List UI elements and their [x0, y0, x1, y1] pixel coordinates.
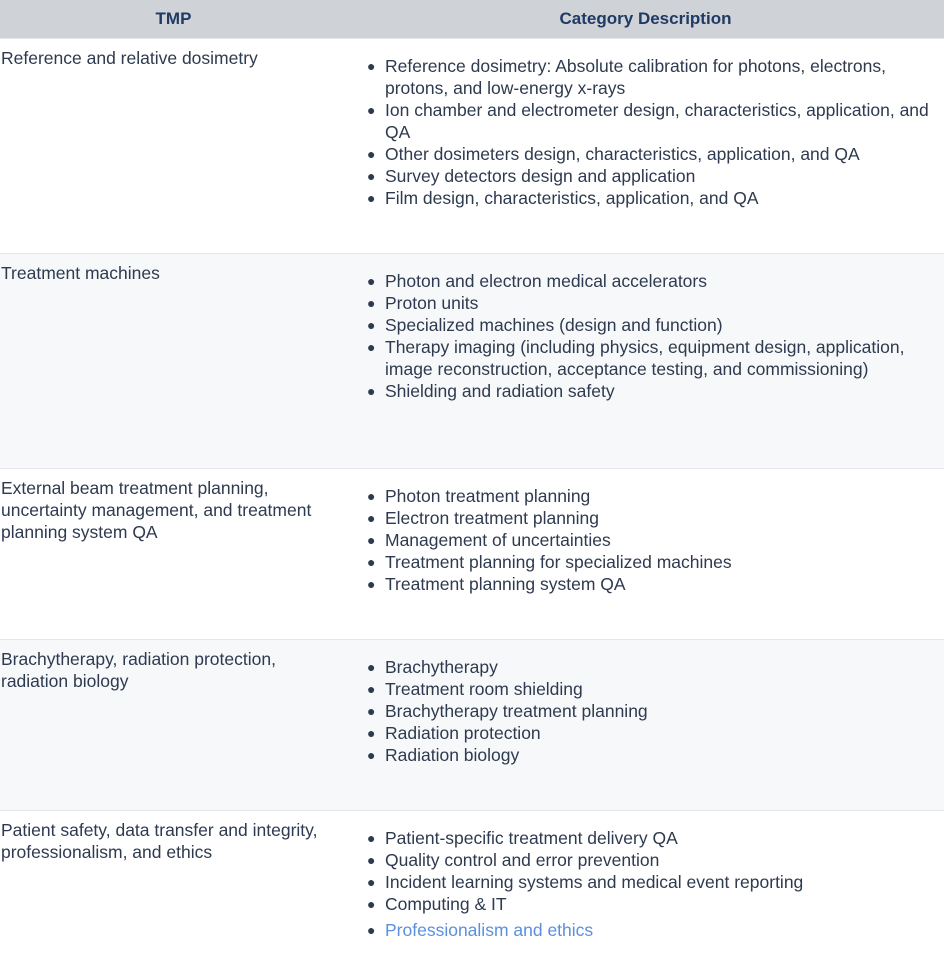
- description-list: [347, 55, 934, 209]
- list-item-text: Management of uncertainties: [385, 530, 611, 550]
- tmp-cell: Brachytherapy, radiation protection, radiation biology: [0, 640, 347, 811]
- bullet-icon: ●: [367, 573, 375, 595]
- table-row: [0, 39, 944, 254]
- list-item: [385, 507, 934, 529]
- description-cell: [347, 640, 944, 811]
- list-item-text: Shielding and radiation safety: [385, 381, 615, 401]
- list-item: [385, 551, 934, 573]
- bullet-icon: ●: [367, 744, 375, 766]
- list-item-text: Brachytherapy treatment planning: [385, 701, 648, 721]
- list-item-text: Quality control and error prevention: [385, 850, 659, 870]
- list-item-text: Treatment planning for specialized machines: [385, 552, 732, 572]
- list-item-text: Incident learning systems and medical event reporting: [385, 872, 803, 892]
- bullet-icon: ●: [367, 827, 375, 849]
- list-item: [385, 893, 934, 915]
- list-item: [385, 55, 934, 99]
- bullet-icon: ●: [367, 849, 375, 871]
- tmp-cell: Patient safety, data transfer and integrity, professionalism, and ethics: [0, 811, 347, 975]
- list-item-text: Photon treatment planning: [385, 486, 590, 506]
- description-list: [347, 485, 934, 595]
- list-item-text: Electron treatment planning: [385, 508, 599, 528]
- list-item: [385, 529, 934, 551]
- list-item: [385, 336, 934, 380]
- bullet-icon: ●: [367, 722, 375, 744]
- table-row: [0, 254, 944, 469]
- list-item: [385, 827, 934, 849]
- bullet-icon: ●: [367, 187, 375, 209]
- table-row: [0, 811, 944, 975]
- list-item-text: Specialized machines (design and function): [385, 315, 723, 335]
- list-item: [385, 165, 934, 187]
- list-item: [385, 292, 934, 314]
- bullet-icon: ●: [367, 292, 375, 314]
- bullet-icon: ●: [367, 143, 375, 165]
- list-item-text: Radiation biology: [385, 745, 519, 765]
- bullet-icon: ●: [367, 551, 375, 573]
- list-item: [385, 314, 934, 336]
- tmp-cell: Reference and relative dosimetry: [0, 39, 347, 254]
- list-item: [385, 678, 934, 700]
- bullet-icon: ●: [367, 871, 375, 893]
- bullet-icon: ●: [367, 656, 375, 678]
- list-item-text: Brachytherapy: [385, 657, 498, 677]
- description-cell: [347, 254, 944, 469]
- list-item: [385, 187, 934, 209]
- description-list: [347, 270, 934, 402]
- list-item-text: Therapy imaging (including physics, equipment design, application, image reconstruction, acceptance testing, and commissioning): [385, 337, 904, 379]
- bullet-icon: ●: [367, 919, 375, 941]
- bullet-icon: ●: [367, 893, 375, 915]
- bullet-icon: ●: [367, 270, 375, 292]
- list-item: [385, 722, 934, 744]
- list-item-text: Treatment planning system QA: [385, 574, 626, 594]
- bullet-icon: ●: [367, 529, 375, 551]
- table-row: [0, 469, 944, 640]
- bullet-icon: ●: [367, 507, 375, 529]
- list-item-text: Treatment room shielding: [385, 679, 583, 699]
- bullet-icon: ●: [367, 314, 375, 336]
- description-list: [347, 656, 934, 766]
- list-item-text: Film design, characteristics, application, and QA: [385, 188, 759, 208]
- list-item-text: Computing & IT: [385, 894, 507, 914]
- table-row: [0, 640, 944, 811]
- list-item-text: Survey detectors design and application: [385, 166, 695, 186]
- table-header: [0, 0, 944, 39]
- column-header-tmp[interactable]: TMP: [0, 0, 347, 39]
- list-item: [385, 919, 934, 941]
- list-item-text: Ion chamber and electrometer design, characteristics, application, and QA: [385, 100, 929, 142]
- bullet-icon: ●: [367, 336, 375, 358]
- list-item-text: Patient-specific treatment delivery QA: [385, 828, 678, 848]
- description-cell: [347, 811, 944, 975]
- list-item-text: Reference dosimetry: Absolute calibration for photons, electrons, protons, and low-energy x-rays: [385, 56, 886, 98]
- list-item: [385, 573, 934, 595]
- list-item: [385, 871, 934, 893]
- bullet-icon: ●: [367, 165, 375, 187]
- description-list: [347, 827, 934, 941]
- bullet-icon: ●: [367, 380, 375, 402]
- list-item: [385, 700, 934, 722]
- list-item-text: Proton units: [385, 293, 478, 313]
- list-item-text: Radiation protection: [385, 723, 541, 743]
- list-item: [385, 485, 934, 507]
- list-item-text: Other dosimeters design, characteristics, application, and QA: [385, 144, 860, 164]
- tmp-cell: Treatment machines: [0, 254, 347, 469]
- column-header-category-description[interactable]: Category Description: [347, 0, 944, 39]
- bullet-icon: ●: [367, 55, 375, 77]
- bullet-icon: ●: [367, 678, 375, 700]
- list-item: [385, 849, 934, 871]
- list-item: [385, 744, 934, 766]
- list-item: [385, 380, 934, 402]
- list-item-text: Photon and electron medical accelerators: [385, 271, 707, 291]
- list-item: [385, 656, 934, 678]
- list-item: [385, 99, 934, 143]
- description-cell: [347, 469, 944, 640]
- bullet-icon: ●: [367, 485, 375, 507]
- tmp-cell: External beam treatment planning, uncertainty management, and treatment planning system QA: [0, 469, 347, 640]
- list-item: [385, 143, 934, 165]
- description-cell: [347, 39, 944, 254]
- bullet-icon: ●: [367, 99, 375, 121]
- professionalism-ethics-link[interactable]: Professionalism and ethics: [385, 920, 593, 940]
- list-item: [385, 270, 934, 292]
- bullet-icon: ●: [367, 700, 375, 722]
